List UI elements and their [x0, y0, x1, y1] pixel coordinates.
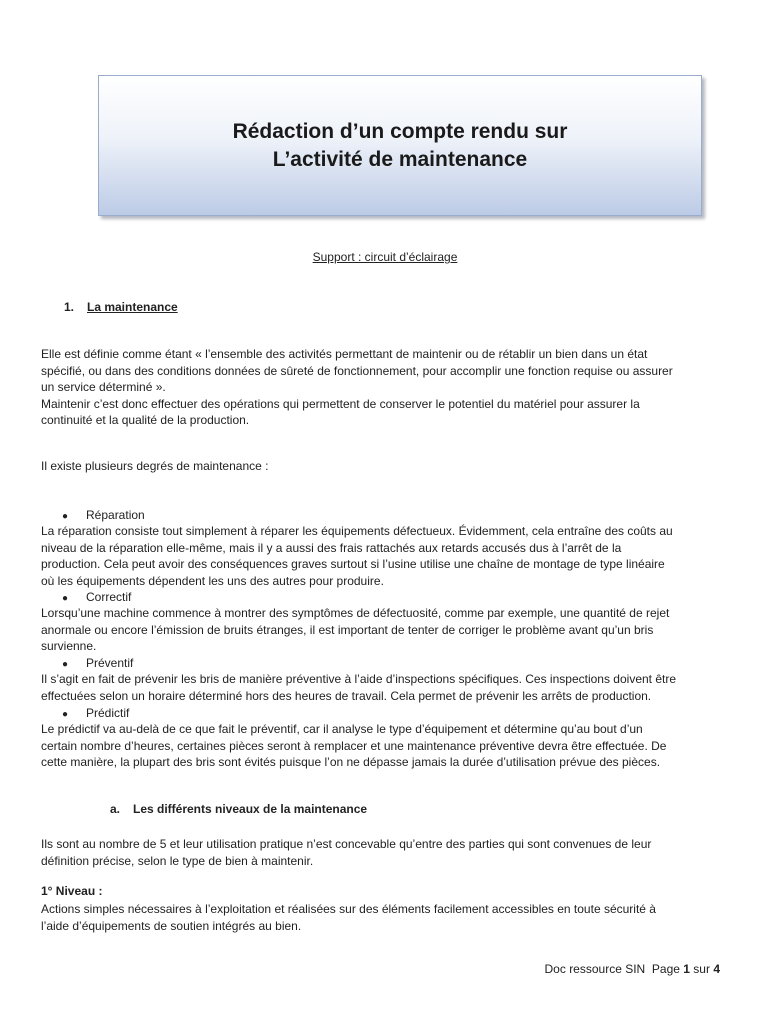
level-1-title: 1° Niveau : — [41, 884, 103, 898]
footer-page-number: 1 — [683, 962, 690, 976]
text-line: survienne. — [41, 639, 97, 653]
text-line: continuité et la qualité de la production. — [41, 413, 250, 427]
section-heading-maintenance — [64, 300, 178, 314]
bullet-dot-icon: ● — [62, 659, 69, 670]
text-line: un service déterminé ». — [41, 380, 166, 394]
support-line: Support : circuit d’éclairage — [312, 250, 458, 264]
text-line: certain nombre d’heures, certaines pièces seront à remplacer et une maintenance préventive devra être effectuée. De — [41, 738, 667, 753]
text-line: Le prédictif va au-delà de ce que fait le préventif, car il analyse le type d’équipement et détermine qu’au bout d’un — [41, 722, 643, 736]
reparation-paragraph — [41, 523, 731, 589]
subsection-heading-niveaux — [110, 802, 367, 816]
bullet-dot-icon: ● — [62, 511, 69, 522]
text-line: Il s’agit en fait de prévenir les bris de manière préventive à l’aide d’inspections spécifiques. Ces inspections doivent être — [41, 672, 677, 686]
text-line: cette manière, la plupart des bris sont évités puisque l’on ne dépasse jamais la durée d’utilisation prévue des pièces. — [41, 755, 661, 769]
title-line-1: Rédaction d’un compte rendu sur — [232, 119, 568, 143]
footer-of-word: sur — [693, 962, 710, 976]
bullet-dot-icon: ● — [62, 593, 69, 604]
text-line: Elle est définie comme étant « l’ensemble des activités permettant de maintenir ou de rétablir un bien dans un état — [41, 347, 648, 361]
bullet-label: Réparation — [86, 508, 145, 522]
text-line: Maintenir c’est donc effectuer des opérations qui permettent de conserver le potentiel du matériel pour assurer la — [41, 396, 640, 411]
bullet-label: Préventif — [86, 656, 134, 670]
text-line: La réparation consiste tout simplement à réparer les équipements défectueux. Évidemment, cela entraîne des coûts au — [41, 524, 673, 538]
text-line: production. Cela peut avoir des conséquences graves surtout si l’usine utilise une chaîne de montage de type linéaire — [41, 557, 665, 571]
footer-page-word: Page — [651, 962, 680, 976]
bullet-dot-icon: ● — [62, 709, 69, 720]
text-line: l’aide d’équipements de soutien intégrés au bien. — [41, 918, 302, 933]
title-line-2: L’activité de maintenance — [272, 147, 528, 171]
title-box — [98, 75, 702, 216]
text-line: Ils sont au nombre de 5 et leur utilisation pratique n’est concevable qu’entre des parties qui sont convenues de leur — [41, 837, 652, 851]
level-1-paragraph — [41, 901, 731, 934]
bullet-label: Prédictif — [86, 706, 130, 720]
footer-doc-label: Doc ressource SIN — [544, 962, 646, 976]
text-line: effectuées selon un horaire déterminé hors des heures de travail. Cela permet de prévenir les arrêts de production. — [41, 688, 652, 703]
bullet-label: Correctif — [86, 590, 132, 604]
text-line: niveau de la réparation elle-même, mais il y a aussi des frais rattachés aux retards accusés dus à l’arrêt de la — [41, 540, 622, 555]
predictif-paragraph — [41, 721, 731, 771]
subsection-number: a. — [110, 802, 121, 816]
preventif-paragraph — [41, 671, 731, 704]
correctif-paragraph — [41, 605, 731, 655]
text-line: spécifié, ou dans des conditions données de sûreté de fonctionnement, pour accomplir une fonction requise ou assurer — [41, 363, 673, 378]
footer-page-total: 4 — [713, 962, 720, 976]
text-line: définition précise, selon le type de bien à maintenir. — [41, 853, 314, 868]
niveaux-intro-paragraph — [41, 836, 731, 869]
section-number: 1. — [64, 300, 75, 314]
intro-paragraph — [41, 346, 731, 429]
text-line: où les équipements dépendent les uns des autres pour produire. — [41, 573, 384, 588]
text-line: anormale ou encore l’émission de bruits étranges, il est important de tenter de corriger le problème avant qu’un bris — [41, 622, 654, 637]
text-line: Lorsqu’une machine commence à montrer des symptômes de défectuosité, comme par exemple, une quantité de rejet — [41, 606, 670, 620]
text-line: Actions simples nécessaires à l’exploitation et réalisées sur des éléments facilement accessibles en toute sécurité à — [41, 902, 656, 916]
section-heading-text: La maintenance — [87, 300, 178, 314]
page-footer — [545, 962, 720, 976]
subsection-heading-text: Les différents niveaux de la maintenance — [133, 802, 368, 816]
degrees-intro: Il existe plusieurs degrés de maintenance : — [41, 459, 269, 473]
